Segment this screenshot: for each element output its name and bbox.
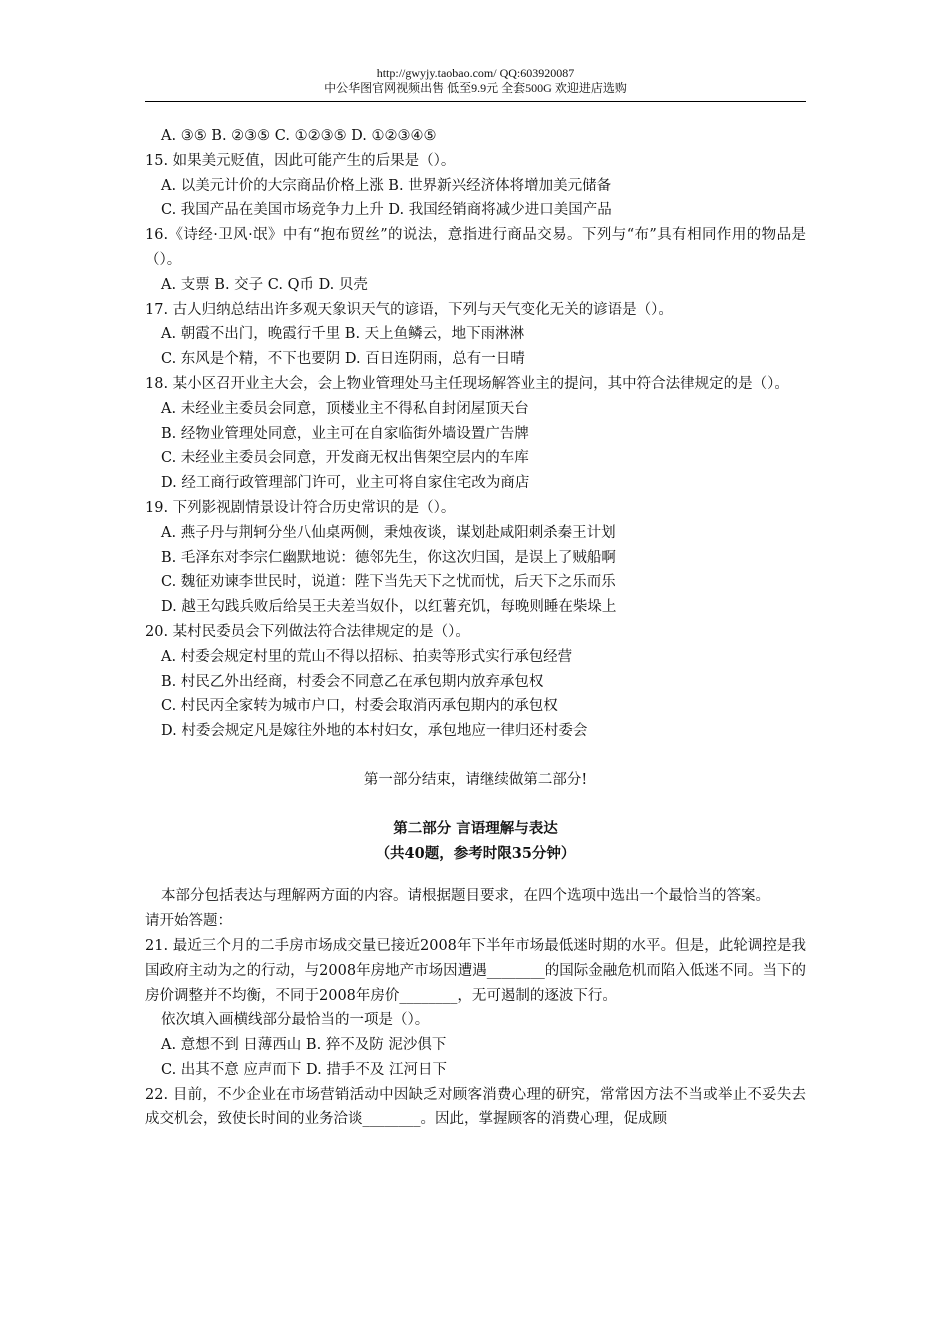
q19-option-a: A. 燕子丹与荆轲分坐八仙桌两侧，秉烛夜谈，谋划赴咸阳刺杀秦王计划	[161, 524, 616, 541]
q18-option-a: A. 未经业主委员会同意，顶楼业主不得私自封闭屋顶天台	[161, 400, 529, 417]
q22-stem: 22. 目前，不少企业在市场营销活动中因缺乏对顾客消费心理的研究，常常因方法不当或举止不妥失去成交机会，致使长时间的业务洽谈________。因此，掌握顾客的消费心理，促成顾	[145, 1086, 806, 1128]
part2-title: 第二部分 言语理解与表达	[393, 819, 558, 837]
q14-options: A. ③⑤ B. ②③⑤ C. ①②③⑤ D. ①②③④⑤	[161, 128, 437, 144]
q18-stem: 18. 某小区召开业主大会，会上物业管理处马主任现场解答业主的提问，其中符合法律规定的是（）。	[145, 375, 789, 392]
q19-option-b: B. 毛泽东对李宗仁幽默地说：德邻先生，你这次归国，是误上了贼船啊	[161, 549, 616, 566]
q21-options-ab: A. 意想不到 日薄西山 B. 猝不及防 泥沙俱下	[161, 1037, 447, 1054]
part2-start: 请开始答题：	[145, 913, 232, 930]
header-url-line: http://gwyjy.taobao.com/ QQ:603920087	[376, 66, 575, 80]
q16-stem: 16.《诗经·卫风·氓》中有“抱布贸丝”的说法，意指进行商品交易。下列与“布”具有相同作用的物品是（）。	[145, 227, 806, 268]
spacer	[145, 793, 806, 817]
q21-stem: 21. 最近三个月的二手房市场成交量已接近2008年下半年市场最低迷时期的水平。但是，此轮调控是我国政府主动为之的行动，与2008年房地产市场因遭遇________的国际金融危机而陷入低迷不同。当下的房价调整并不均衡，不同于2008年房价________，无可遏制的逐波下行。	[145, 937, 806, 1004]
q15-options-ab: A. 以美元计价的大宗商品价格上涨 B. 世界新兴经济体将增加美元储备	[161, 177, 612, 194]
header-ad-line: 中公华图官网视频出售 低至9.9元 全套500G 欢迎进店选购	[324, 81, 627, 95]
q20-option-c: C. 村民丙全家转为城市户口，村委会取消丙承包期内的承包权	[161, 698, 558, 715]
spacer	[145, 866, 806, 884]
q18-option-b: B. 经物业管理处同意，业主可在自家临街外墙设置广告牌	[161, 425, 529, 442]
q20-option-b: B. 村民乙外出经商，村委会不同意乙在承包期内放弃承包权	[161, 673, 544, 690]
q16-options: A. 支票 B. 交子 C. Q币 D. 贝壳	[161, 276, 368, 293]
q20-option-a: A. 村委会规定村里的荒山不得以招标、拍卖等形式实行承包经营	[161, 648, 573, 665]
q20-option-d: D. 村委会规定凡是嫁往外地的本村妇女，承包地应一律归还村委会	[161, 723, 588, 740]
spacer	[145, 744, 806, 768]
header-divider	[145, 101, 806, 102]
q21-ask: 依次填入画横线部分最恰当的一项是（）。	[161, 1012, 430, 1029]
q15-options-cd: C. 我国产品在美国市场竞争力上升 D. 我国经销商将减少进口美国产品	[161, 202, 612, 219]
part1-end-notice: 第一部分结束，请继续做第二部分!	[363, 771, 588, 788]
q17-options-cd: C. 东风是个精，不下也要阴 D. 百日连阴雨，总有一日晴	[161, 351, 525, 368]
q15-stem: 15. 如果美元贬值，因此可能产生的后果是（）。	[145, 152, 456, 169]
q18-option-c: C. 未经业主委员会同意，开发商无权出售架空层内的车库	[161, 450, 529, 467]
document-body	[145, 124, 806, 1132]
q19-stem: 19. 下列影视剧情景设计符合历史常识的是（）。	[145, 499, 456, 516]
part2-intro: 本部分包括表达与理解两方面的内容。请根据题目要求，在四个选项中选出一个最恰当的答案。	[161, 888, 770, 905]
q17-stem: 17. 古人归纳总结出许多观天象识天气的谚语，下列与天气变化无关的谚语是（）。	[145, 301, 673, 318]
q19-option-c: C. 魏征劝谏李世民时，说道：陛下当先天下之忧而忧，后天下之乐而乐	[161, 574, 616, 591]
q17-options-ab: A. 朝霞不出门，晚霞行千里 B. 天上鱼鳞云，地下雨淋淋	[161, 326, 525, 343]
q20-stem: 20. 某村民委员会下列做法符合法律规定的是（）。	[145, 623, 470, 640]
part2-subtitle: （共40题，参考时限35分钟）	[375, 844, 576, 862]
page-header	[145, 66, 806, 96]
q21-options-cd: C. 出其不意 应声而下 D. 措手不及 江河日下	[161, 1061, 447, 1078]
q18-option-d: D. 经工商行政管理部门许可，业主可将自家住宅改为商店	[161, 475, 530, 492]
q19-option-d: D. 越王勾践兵败后给吴王夫差当奴仆，以红薯充饥，每晚则睡在柴垛上	[161, 599, 617, 616]
